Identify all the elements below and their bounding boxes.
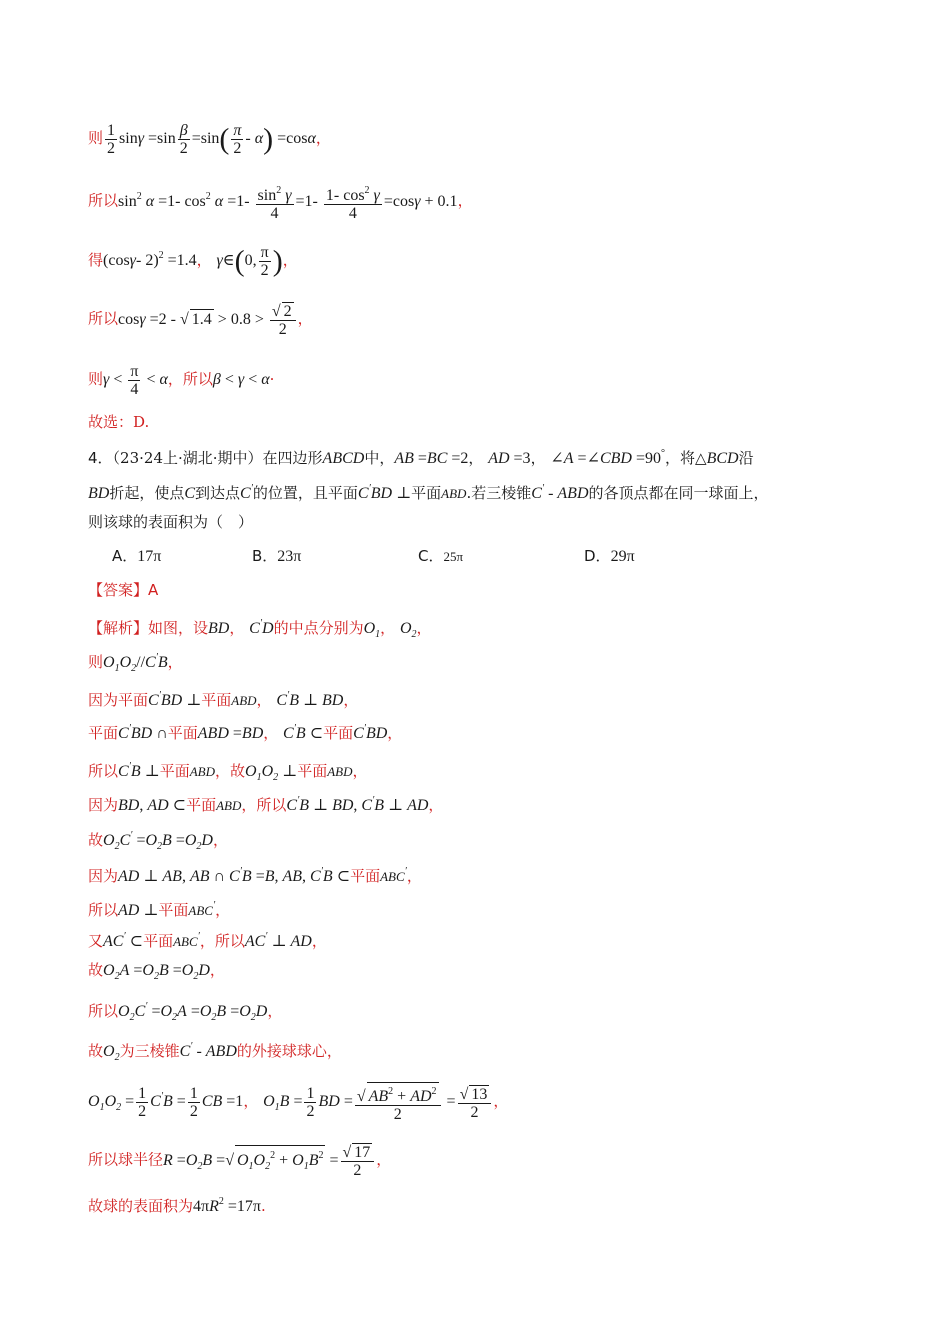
analysis-line-5: 所以C′B ⊥平面ABD，故$O_1O_2$ ⊥平面ABD， [88, 761, 368, 783]
formula: β < γ < α [212, 371, 270, 389]
line-sin2-alpha: 所以$\sin^2 \alpha =1-$ $\cos^2 \alpha =1-$ $\frac{\sin^2 \gamma}{4}$ =1- $\frac{1- \cos^2 \gamma}{4}$ =cosγ + 0.1， [88, 182, 473, 222]
formula: (cosγ- 2)$^2$ =1.4 [103, 250, 197, 270]
analysis-line-3: 因为平面C′BD ⊥平面ABD， C′B ⊥ BD， [88, 690, 359, 709]
choice-answer: 故选：D. [88, 413, 150, 431]
analysis-line-2: 则$O_1O_2//C'B$， [88, 652, 183, 674]
question-4-line-2: BD折起，使点C到达点C′的位置，且平面C′BD ⊥平面ABD.若三棱锥C′ - ABD的各顶点都在同一球面上， [88, 483, 769, 502]
line-cos-gamma-value: 所以cosγ =2 - √ 1.4 > 0.8 > $\frac{√ 2}{2}$ ， [88, 303, 313, 338]
question-4-line-1: 4．（23·24上·湖北·期中）在四边形ABCD中，AB =BC =2， AD =3， ∠A =∠CBD =90°，将△BCD沿 [88, 448, 754, 467]
answer-line: 【答案】A [88, 581, 159, 599]
analysis-line-14: $O_1O_2$ = $\frac{1}{2}$ C′B = $\frac{1}{2}$ CB =1， $O_1B$ = $\frac{1}{2}$ BD = $\frac{√ AB^2 + AD^2}{2}$ = $\frac{√ 13}{2}$ ， [88, 1082, 508, 1123]
analysis-line-16: 故球的表面积为$4\pi R^2 =17\pi$. [88, 1196, 266, 1215]
analysis-line-13: 故$O_2$为三棱锥C′ - ABD的外接球球心， [88, 1041, 342, 1063]
option-b[interactable]: B．23π [252, 547, 302, 565]
analysis-line-6: 因为BD, AD ⊂平面ABD，所以C′B ⊥ BD, C′B ⊥ AD， [88, 795, 444, 814]
option-d[interactable]: D．29π [584, 547, 635, 565]
line-cos-gamma-eq: 得(cosγ- 2)$^2$ =1.4， γ∈(0, $\frac{\pi}{2}$ )， [88, 244, 298, 279]
analysis-line-8: 因为AD ⊥ AB, AB ∩ C′B =B, AB, C′B ⊂平面ABC′， [88, 866, 422, 885]
formula: $\frac{1}{2}$ sinγ =sin $\frac{\beta}{2}$ =sin( $\frac{\pi}{2}$ - α) =cosα [107, 122, 316, 157]
analysis-line-10: 又AC′ ⊂平面ABC′，所以AC′ ⊥ AD， [88, 931, 327, 950]
question-4-line-3: 则该球的表面积为（ ） [88, 513, 254, 531]
analysis-line-15: 所以球半径$R =O_2B$ =√ $O_1O_2^2 + O_1B^2$ = $\frac{√ 17}{2}$ ， [88, 1144, 392, 1179]
formula: cosγ =2 - √ 1.4 > 0.8 > $\frac{√ 2}{2}$ [118, 311, 298, 328]
analysis-line-12: 所以$O_2C' =O_2A =O_2B =O_2D$， [88, 1001, 283, 1023]
formula: γ < $\frac{\pi}{4}$ < α [103, 363, 168, 398]
analysis-line-9: 所以AD ⊥平面ABC′， [88, 900, 231, 919]
line-sin-gamma: 则 $\frac{1}{2}$ sinγ =sin $\frac{\beta}{2}$ =sin( $\frac{\pi}{2}$ - α) =cosα， [88, 122, 331, 157]
analysis-line-11: 故$O_2A =O_2B =O_2D$， [88, 961, 225, 982]
analysis-line-1: 【解析】如图，设BD， C′D的中点分别为$O_1$， $O_2$， [88, 618, 432, 640]
line-compare: 则γ < $\frac{\pi}{4}$ < α，所以β < γ < α· [88, 363, 275, 398]
analysis-line-4: 平面C′BD ∩平面ABD =BD， C′B ⊂平面C′BD， [88, 723, 403, 742]
formula: $\sin^2 \alpha =1-$ $\cos^2 \alpha =1-$ $\frac{\sin^2 \gamma}{4}$ =1- $\frac{1- \cos^2 \gamma}{4}$ =cosγ + 0.1 [118, 193, 458, 210]
option-a[interactable]: A．17π [112, 547, 162, 565]
option-c[interactable]: C．25π [418, 547, 464, 565]
formula: γ∈(0, $\frac{\pi}{2}$ ) [216, 244, 283, 279]
analysis-line-7: 故$O_2C' =O_2B =O_2D$， [88, 830, 228, 852]
